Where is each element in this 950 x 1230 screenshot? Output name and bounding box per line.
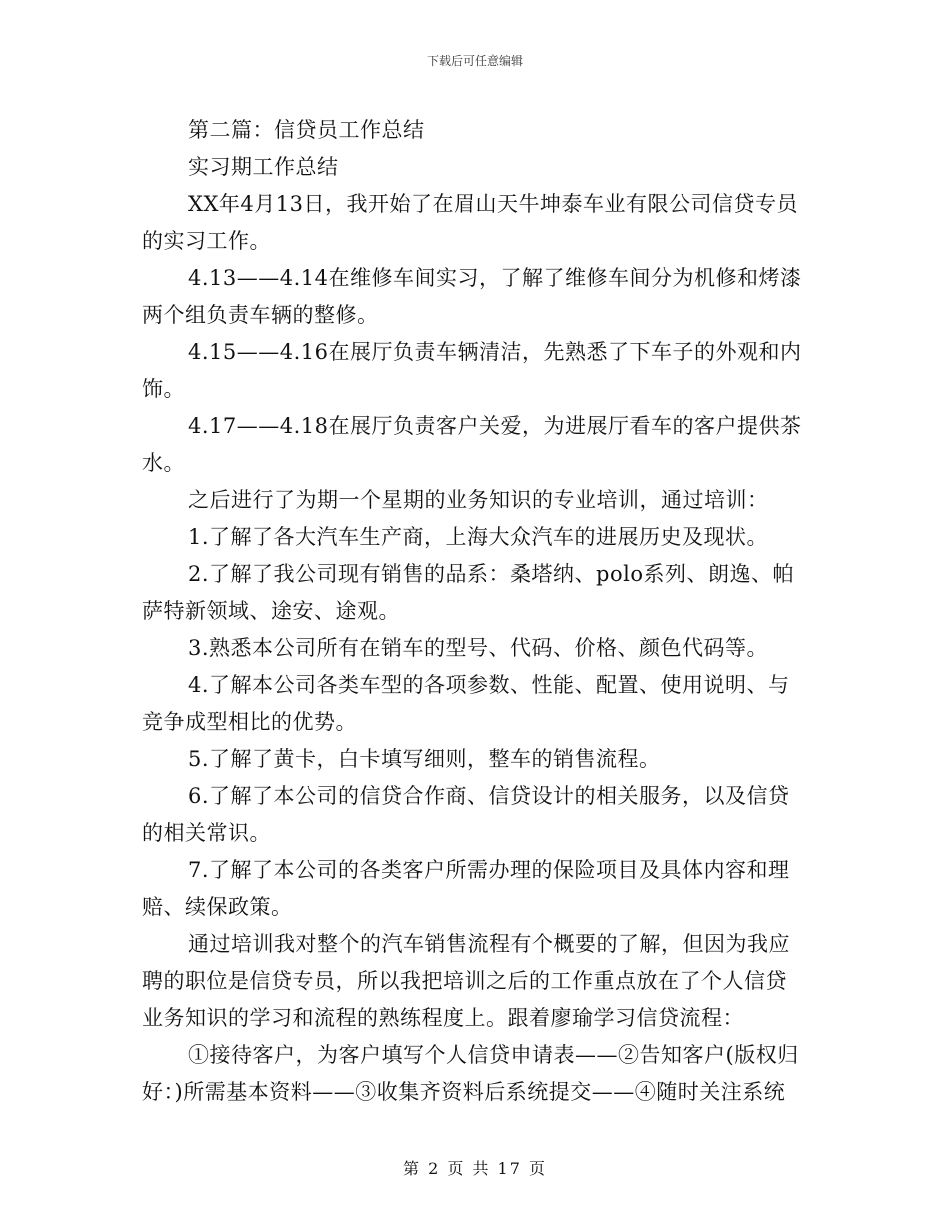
paragraph: XX年4月13日，我开始了在眉山天牛坤泰车业有限公司信贷专员的实习工作。 [142, 192, 798, 253]
section-title: 第二篇：信贷员工作总结 [188, 118, 425, 142]
paragraph: 4.17——4.18在展厅负责客户关爱，为进展厅看车的客户提供茶水。 [142, 414, 802, 475]
paragraph: 之后进行了为期一个星期的业务知识的专业培训，通过培训： [188, 488, 769, 512]
subtitle: 实习期工作总结 [188, 155, 339, 179]
page-header-note: 下载后可任意编辑 [426, 54, 523, 68]
list-item: 1.了解了各大汽车生产商，上海大众汽车的进展历史及现状。 [188, 525, 769, 549]
paragraph: ①接待客户，为客户填写个人信贷申请表——②告知客户(版权归好：)所需基本资料——③收集齐资料后系统提交——④随时关注系统 [142, 1043, 799, 1104]
paragraph: 4.13——4.14在维修车间实习，了解了维修车间分为机修和烤漆两个组负责车辆的整修。 [142, 266, 802, 327]
list-item: 5.了解了黄卡，白卡填写细则，整车的销售流程。 [188, 747, 661, 771]
list-item: 3.熟悉本公司所有在销车的型号、代码、价格、颜色代码等。 [188, 636, 769, 660]
paragraph: 4.15——4.16在展厅负责车辆清洁，先熟悉了下车子的外观和内饰。 [142, 340, 802, 401]
page-number: 第 2 页 共 17 页 [403, 1159, 547, 1178]
list-item: 7.了解了本公司的各类客户所需办理的保险项目及具体内容和理赔、续保政策。 [142, 858, 790, 919]
list-item: 6.了解了本公司的信贷合作商、信贷设计的相关服务，以及信贷的相关常识。 [142, 784, 790, 845]
list-item: 4.了解本公司各类车型的各项参数、性能、配置、使用说明、与竞争成型相比的优势。 [142, 673, 790, 734]
paragraph: 通过培训我对整个的汽车销售流程有个概要的了解，但因为我应聘的职位是信贷专员，所以我把培训之后的工作重点放在了个人信贷业务知识的学习和流程的熟练程度上。跟着廖瑜学习信贷流程： [142, 932, 790, 1030]
document-body [142, 112, 808, 1111]
list-item: 2.了解了我公司现有销售的品系：桑塔纳、polo系列、朗逸、帕萨特新领域、途安、途观。 [142, 562, 794, 623]
